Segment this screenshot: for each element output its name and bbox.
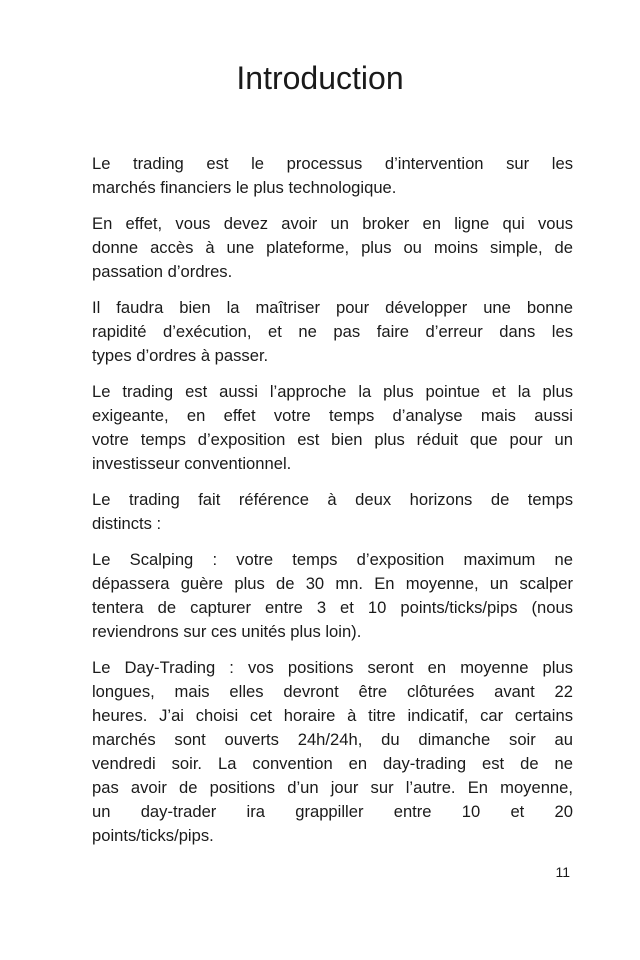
text-line: pas avoir de positions d’un jour sur l’autre. En moyenne, — [92, 778, 573, 797]
text-line: Le Scalping : votre temps d’exposition maximum ne — [92, 550, 573, 569]
page-number: 11 — [555, 864, 570, 880]
text-line: Le trading fait référence à deux horizons de temps — [92, 490, 573, 509]
text-line: marchés financiers le plus technologique. — [92, 178, 397, 197]
text-line: exigeante, en effet votre temps d’analyse mais aussi — [92, 406, 573, 425]
text-line: longues, mais elles devront être clôturées avant 22 — [92, 682, 573, 701]
text-line: reviendrons sur ces unités plus loin). — [92, 622, 362, 641]
text-line: un day-trader ira grappiller entre 10 et 20 — [92, 802, 573, 821]
paragraph — [92, 296, 573, 368]
text-line: Le trading est aussi l’approche la plus pointue et la plus — [92, 382, 573, 401]
text-line: Il faudra bien la maîtriser pour développer une bonne — [92, 298, 573, 317]
text-line: dépassera guère plus de 30 mn. En moyenne, un scalper — [92, 574, 573, 593]
paragraph — [92, 152, 573, 200]
paragraph — [92, 488, 573, 536]
text-line: marchés sont ouverts 24h/24h, du dimanche soir au — [92, 730, 573, 749]
paragraph — [92, 380, 573, 476]
page-title: Introduction — [236, 60, 404, 96]
text-line: vendredi soir. La convention en day-trading est de ne — [92, 754, 573, 773]
text-line: Le Day-Trading : vos positions seront en moyenne plus — [92, 658, 573, 677]
body-text — [92, 152, 573, 860]
text-line: passation d’ordres. — [92, 262, 233, 281]
paragraph — [92, 548, 573, 644]
text-line: types d’ordres à passer. — [92, 346, 269, 365]
text-line: investisseur conventionnel. — [92, 454, 292, 473]
text-line: heures. J’ai choisi cet horaire à titre indicatif, car certains — [92, 706, 573, 725]
text-line: points/ticks/pips. — [92, 826, 214, 845]
text-line: distincts : — [92, 514, 162, 533]
text-line: tentera de capturer entre 3 et 10 points/ticks/pips (nous — [92, 598, 573, 617]
text-line: En effet, vous devez avoir un broker en ligne qui vous — [92, 214, 573, 233]
text-line: votre temps d’exposition est bien plus réduit que pour un — [92, 430, 573, 449]
text-line: donne accès à une plateforme, plus ou moins simple, de — [92, 238, 573, 257]
text-line: rapidité d’exécution, et ne pas faire d’erreur dans les — [92, 322, 573, 341]
paragraph — [92, 656, 573, 848]
paragraph — [92, 212, 573, 284]
text-line: Le trading est le processus d’intervention sur les — [92, 154, 573, 173]
